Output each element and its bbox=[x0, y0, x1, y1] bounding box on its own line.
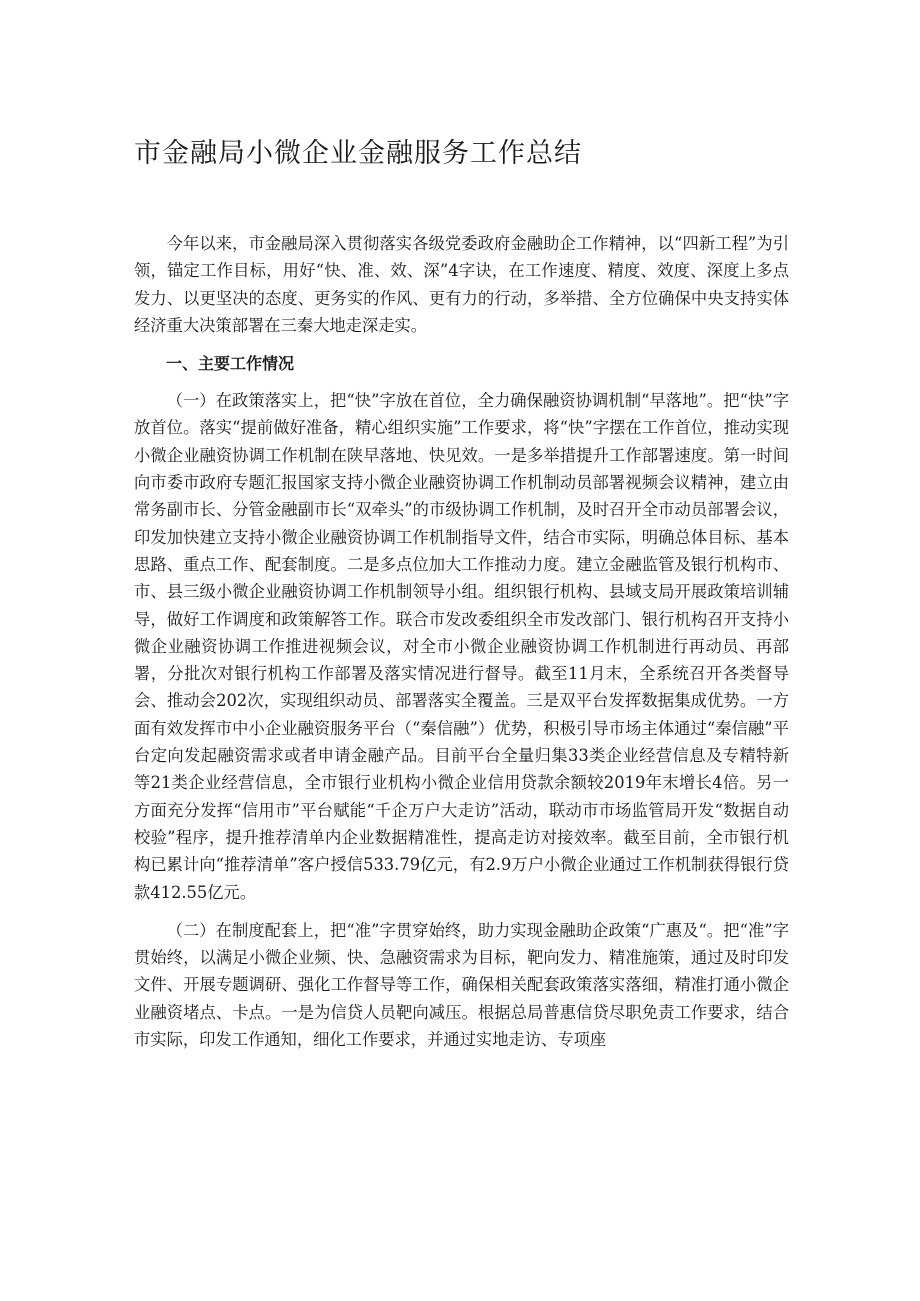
body-paragraph-2: （二）在制度配套上，把“准”字贯穿始终，助力实现金融助企政策“广惠及“。把“准”字贯始终，以满足小微企业频、快、急融资需求为目标，靶向发力、精准施策，通过及时印发文件、开展专题调研、强化工作督导等工作，确保相关配套政策落实落细，精准打通小微企业融资堵点、卡点。一是为信贷人员靶向减压。根据总局普惠信贷尽职免责工作要求，结合市实际，印发工作通知，细化工作要求，并通过实地走访、专项座 bbox=[134, 920, 789, 1050]
section-heading: 一、主要工作情况 bbox=[166, 354, 295, 374]
document-body bbox=[134, 230, 789, 1053]
body-paragraph-1: （一）在政策落实上，把“快”字放在首位，全力确保融资协调机制“早落地”。把“快”字放首位。落实“提前做好准备，精心组织实施”工作要求，将“快”字摆在工作首位，推动实现小微企业融资协调工作机制在陕早落地、快见效。一是多举措提升工作部署速度。第一时间向市委市政府专题汇报国家支持小微企业融资协调工作机制动员部署视频会议精神，建立由常务副市长、分管金融副市长“双牵头”的市级协调工作机制，及时召开全市动员部署会议，印发加快建立支持小微企业融资协调工作机制指导文件，结合市实际，明确总体目标、基本思路、重点工作、配套制度。二是多点位加大工作推动力度。建立金融监管及银行机构市、市、县三级小微企业融资协调工作机制领导小组。组织银行机构、县域支局开展政策培训辅导，做好工作调度和政策解答工作。联合市发改委组织全市发改部门、银行机构召开支持小微企业融资协调工作推进视频会议，对全市小微企业融资协调工作机制进行再动员、再部署，分批次对银行机构工作部署及落实情况进行督导。截至11月末，全系统召开各类督导会、推动会202次，实现组织动员、部署落实全覆盖。三是双平台发挥数据集成优势。一方面有效发挥市中小企业融资服务平台（“秦信融”）优势，积极引导市场主体通过“秦信融”平台定向发起融资需求或者申请金融产品。目前平台全量归集33类企业经营信息及专精特新等21类企业经营信息，全市银行业机构小微企业信用贷款余额较2019年末增长4倍。另一方面充分发挥“信用市”平台赋能“千企万户大走访”活动，联动市市场监管局开发“数据自动校验”程序，提升推荐清单内企业数据精准性，提高走访对接效率。截至目前，全市银行机构已累计向“推荐清单”客户授信533.79亿元，有2.9万户小微企业通过工作机制获得银行贷款412.55亿元。 bbox=[134, 391, 789, 902]
intro-paragraph: 今年以来，市金融局深入贯彻落实各级党委政府金融助企工作精神，以“四新工程”为引领，锚定工作目标，用好“快、准、效、深”4字诀，在工作速度、精度、效度、深度上多点发力、以更坚决的态度、更务实的作风、更有力的行动，多举措、全方位确保中央支持实体经济重大决策部署在三秦大地走深走实。 bbox=[134, 234, 789, 335]
document-title: 市金融局小微企业金融服务工作总结 bbox=[134, 138, 582, 169]
